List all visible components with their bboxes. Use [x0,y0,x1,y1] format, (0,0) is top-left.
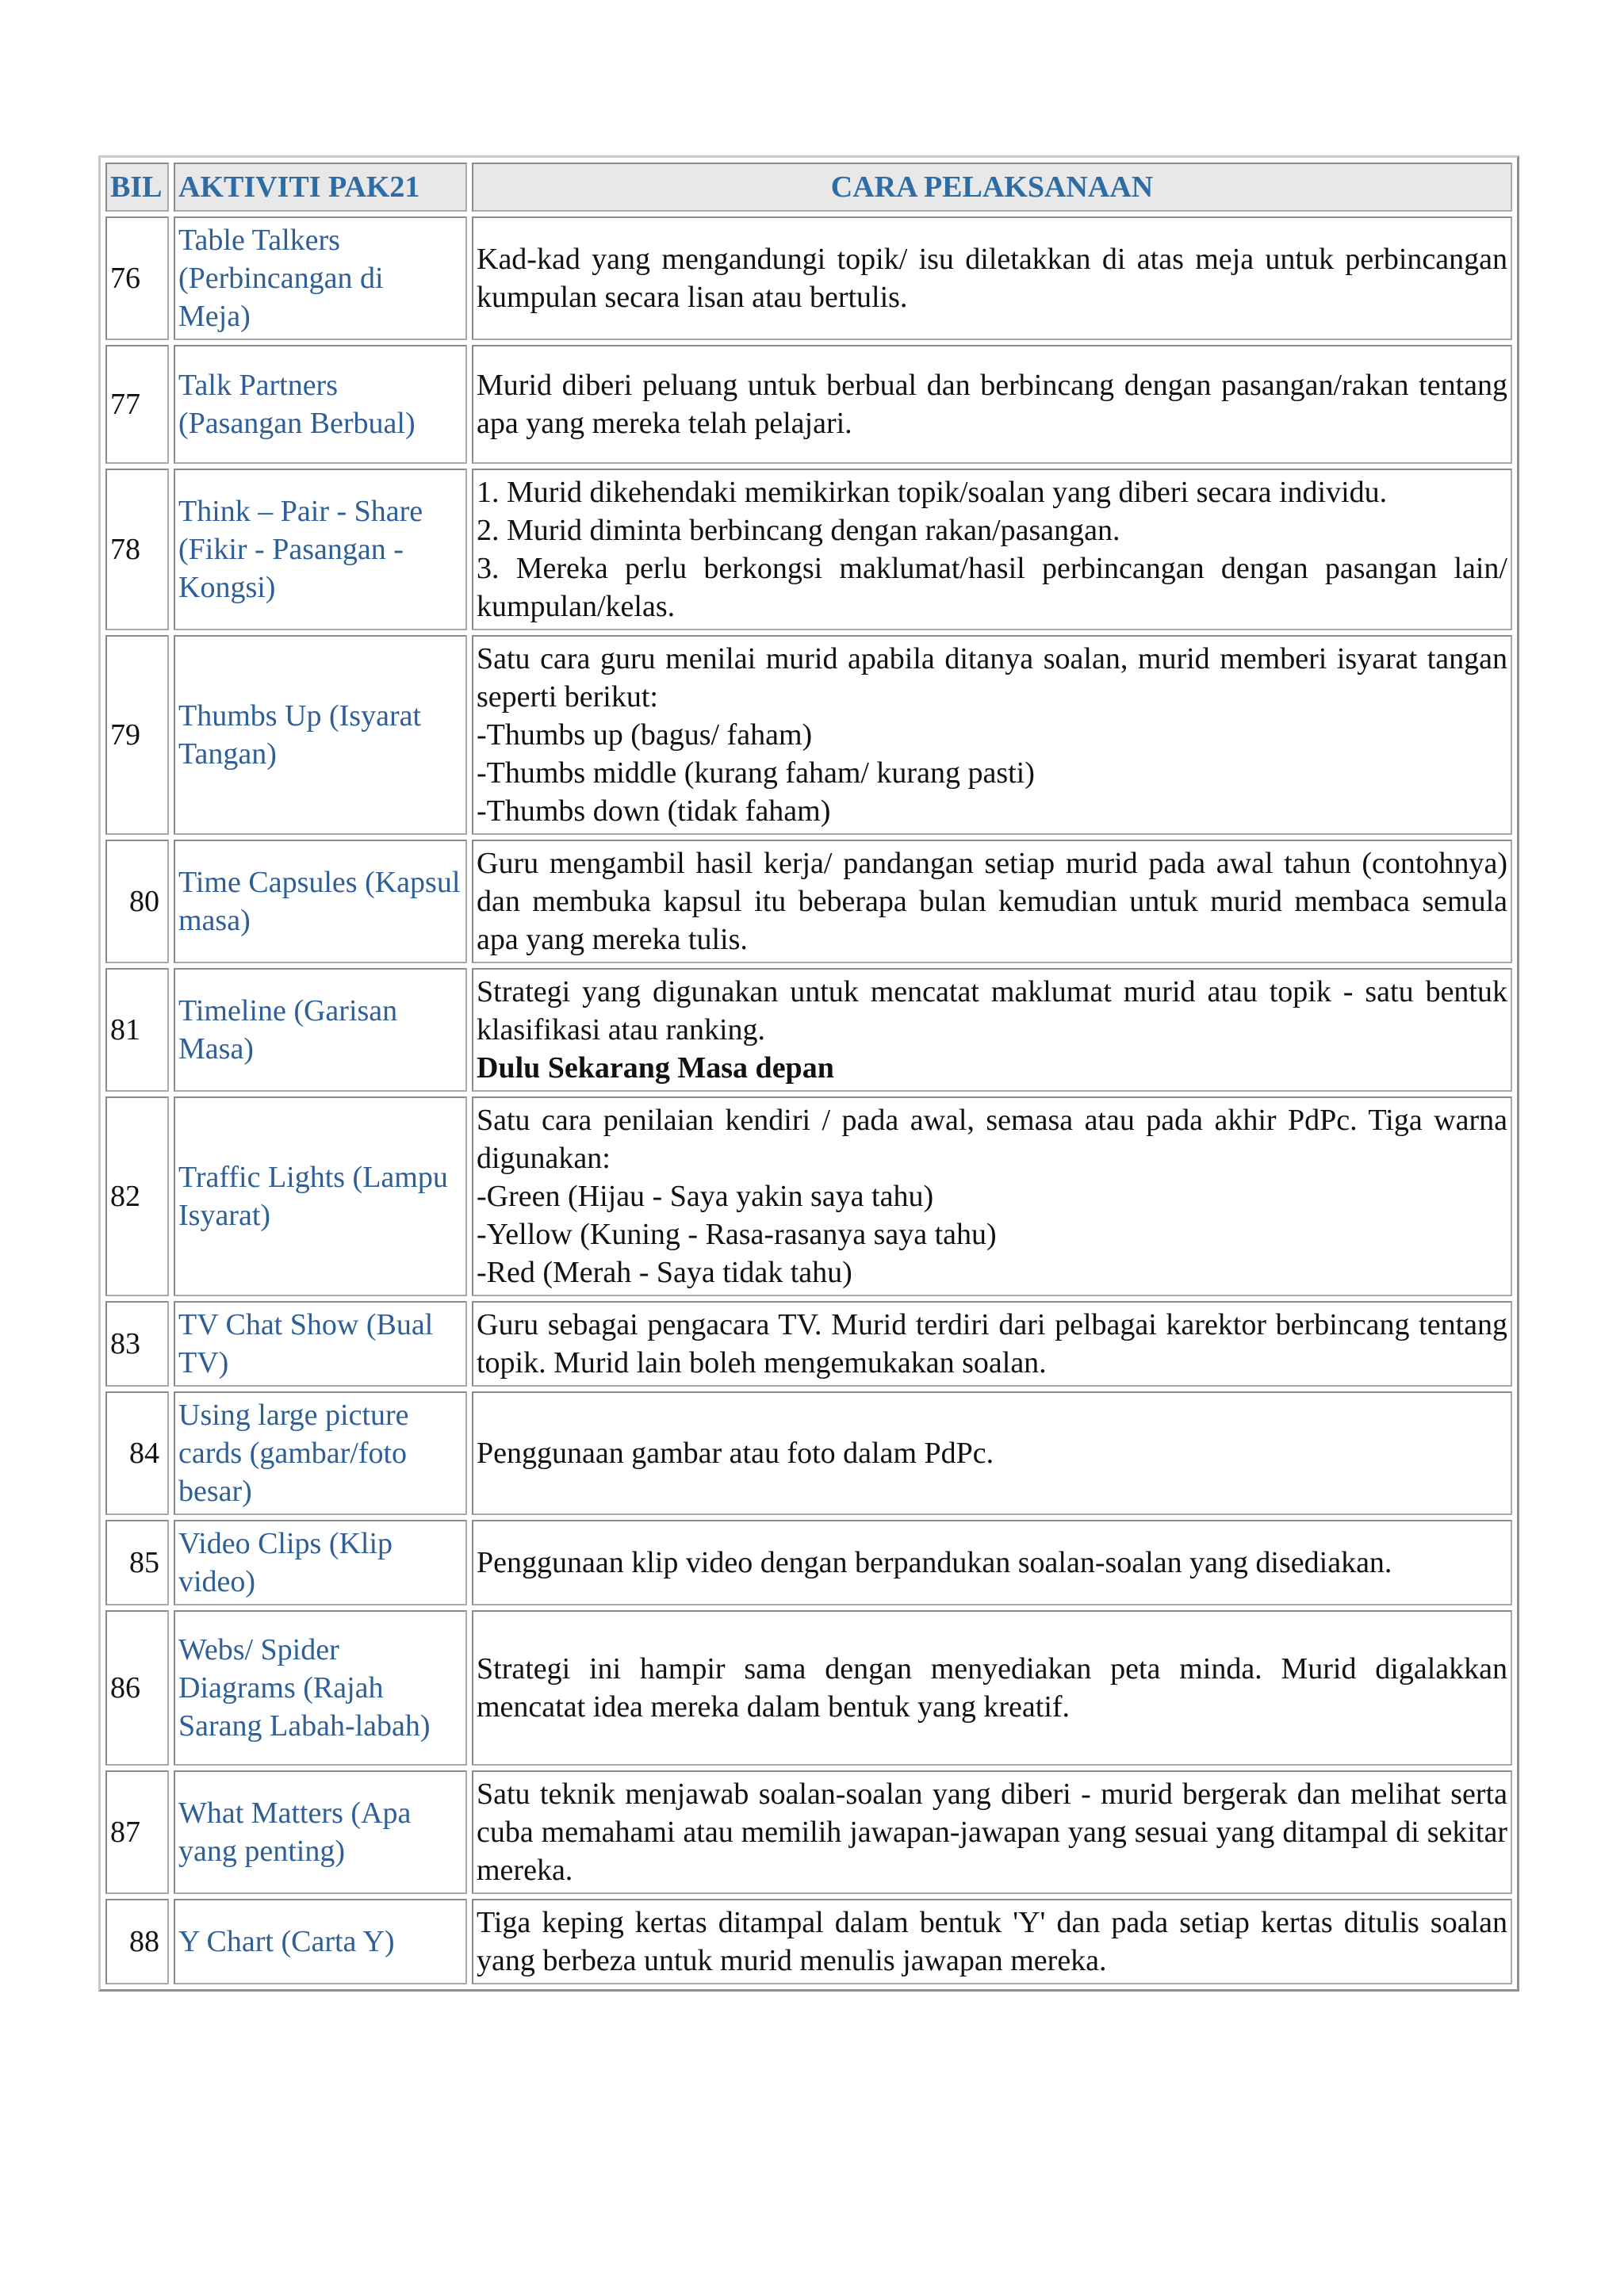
activity-description [472,1770,1512,1894]
row-number: 87 [105,1770,169,1894]
table-row [105,1520,1512,1605]
description-line: 1. Murid dikehendaki memikirkan topik/soalan yang diberi secara individu. [477,476,1388,509]
description-line: Tiga keping kertas ditampal dalam bentuk 'Y' dan pada setiap kertas ditulis soalan yang berbeza untuk murid menulis jawapan mereka. [477,1906,1507,1977]
activity-description [472,1610,1512,1766]
table-row [105,1770,1512,1894]
activity-description [472,635,1512,835]
description-line: Penggunaan gambar atau foto dalam PdPc. [477,1437,994,1470]
activity-description [472,345,1512,464]
table-row [105,216,1512,340]
row-number: 77 [105,345,169,464]
activity-name: Y Chart (Carta Y) [174,1899,467,1984]
description-line: Satu teknik menjawab soalan-soalan yang diberi - murid bergerak dan melihat serta cuba memahami atau memilih jawapan-jawapan yang sesuai yang ditampal di sekitar mereka. [477,1777,1507,1887]
table-row [105,1899,1512,1984]
activity-name: Webs/ Spider Diagrams (Rajah Sarang Labah-labah) [174,1610,467,1766]
table-row [105,1391,1512,1515]
table-row [105,1301,1512,1387]
activity-name: Talk Partners (Pasangan Berbual) [174,345,467,464]
activity-name: Video Clips (Klip video) [174,1520,467,1605]
table-row [105,1610,1512,1766]
description-line: Guru sebagai pengacara TV. Murid terdiri dari pelbagai karektor berbincang tentang topik. Murid lain boleh mengemukakan soalan. [477,1308,1507,1380]
description-line: -Thumbs middle (kurang faham/ kurang pasti) [477,756,1035,790]
description-line: Murid diberi peluang untuk berbual dan berbincang dengan pasangan/rakan tentang apa yang mereka telah pelajari. [477,369,1507,440]
activity-name: Timeline (Garisan Masa) [174,968,467,1092]
timeline-bold-line: Dulu Sekarang Masa depan [477,1051,834,1085]
description-line: -Thumbs down (tidak faham) [477,794,831,828]
activity-description [472,1899,1512,1984]
table-header-row [105,163,1512,212]
row-number: 82 [105,1096,169,1296]
header-bil: BIL [105,163,169,212]
activity-name: Using large picture cards (gambar/foto besar) [174,1391,467,1515]
activity-name: What Matters (Apa yang penting) [174,1770,467,1894]
description-line: -Red (Merah - Saya tidak tahu) [477,1256,852,1289]
header-aktiviti: AKTIVITI PAK21 [174,163,467,212]
table-body [105,216,1512,1984]
activity-description [472,968,1512,1092]
description-line: Strategi yang digunakan untuk mencatat maklumat murid atau topik - satu bentuk klasifikasi atau ranking. [477,975,1507,1047]
table-row [105,968,1512,1092]
pak21-activity-table [98,155,1519,1992]
description-line: Kad-kad yang mengandungi topik/ isu diletakkan di atas meja untuk perbincangan kumpulan secara lisan atau bertulis. [477,243,1507,314]
description-line: Satu cara guru menilai murid apabila ditanya soalan, murid memberi isyarat tangan seperti berikut: [477,642,1507,714]
table-row [105,469,1512,630]
activity-description [472,1391,1512,1515]
activity-name: Table Talkers (Perbincangan di Meja) [174,216,467,340]
description-line: -Thumbs up (bagus/ faham) [477,718,813,752]
row-number: 78 [105,469,169,630]
row-number: 85 [105,1520,169,1605]
description-line: Satu cara penilaian kendiri / pada awal, semasa atau pada akhir PdPc. Tiga warna digunakan: [477,1104,1507,1175]
activity-name: Traffic Lights (Lampu Isyarat) [174,1096,467,1296]
row-number: 83 [105,1301,169,1387]
activity-description [472,1096,1512,1296]
row-number: 86 [105,1610,169,1766]
description-line: -Yellow (Kuning - Rasa-rasanya saya tahu) [477,1218,997,1251]
activity-description [472,840,1512,963]
table-row [105,635,1512,835]
activity-description [472,469,1512,630]
table-row [105,840,1512,963]
activity-name: Time Capsules (Kapsul masa) [174,840,467,963]
description-line: 3. Mereka perlu berkongsi maklumat/hasil perbincangan dengan pasangan lain/ kumpulan/kelas. [477,552,1507,623]
table-row [105,1096,1512,1296]
description-line: Penggunaan klip video dengan berpandukan soalan-soalan yang disediakan. [477,1546,1392,1579]
header-cara-pelaksanaan: CARA PELAKSANAAN [472,163,1512,212]
activity-description [472,1301,1512,1387]
activity-description [472,1520,1512,1605]
row-number: 80 [105,840,169,963]
table-row [105,345,1512,464]
row-number: 88 [105,1899,169,1984]
activity-name: Think – Pair - Share (Fikir - Pasangan - Kongsi) [174,469,467,630]
description-line: Strategi ini hampir sama dengan menyediakan peta minda. Murid digalakkan mencatat idea mereka dalam bentuk yang kreatif. [477,1652,1507,1724]
row-number: 79 [105,635,169,835]
activity-name: TV Chat Show (Bual TV) [174,1301,467,1387]
row-number: 76 [105,216,169,340]
description-line: 2. Murid diminta berbincang dengan rakan/pasangan. [477,514,1120,547]
row-number: 81 [105,968,169,1092]
activity-name: Thumbs Up (Isyarat Tangan) [174,635,467,835]
row-number: 84 [105,1391,169,1515]
description-line: Guru mengambil hasil kerja/ pandangan setiap murid pada awal tahun (contohnya) dan membuka kapsul itu beberapa bulan kemudian untuk murid membaca semula apa yang mereka tulis. [477,847,1507,956]
description-line: -Green (Hijau - Saya yakin saya tahu) [477,1180,934,1213]
activity-description [472,216,1512,340]
